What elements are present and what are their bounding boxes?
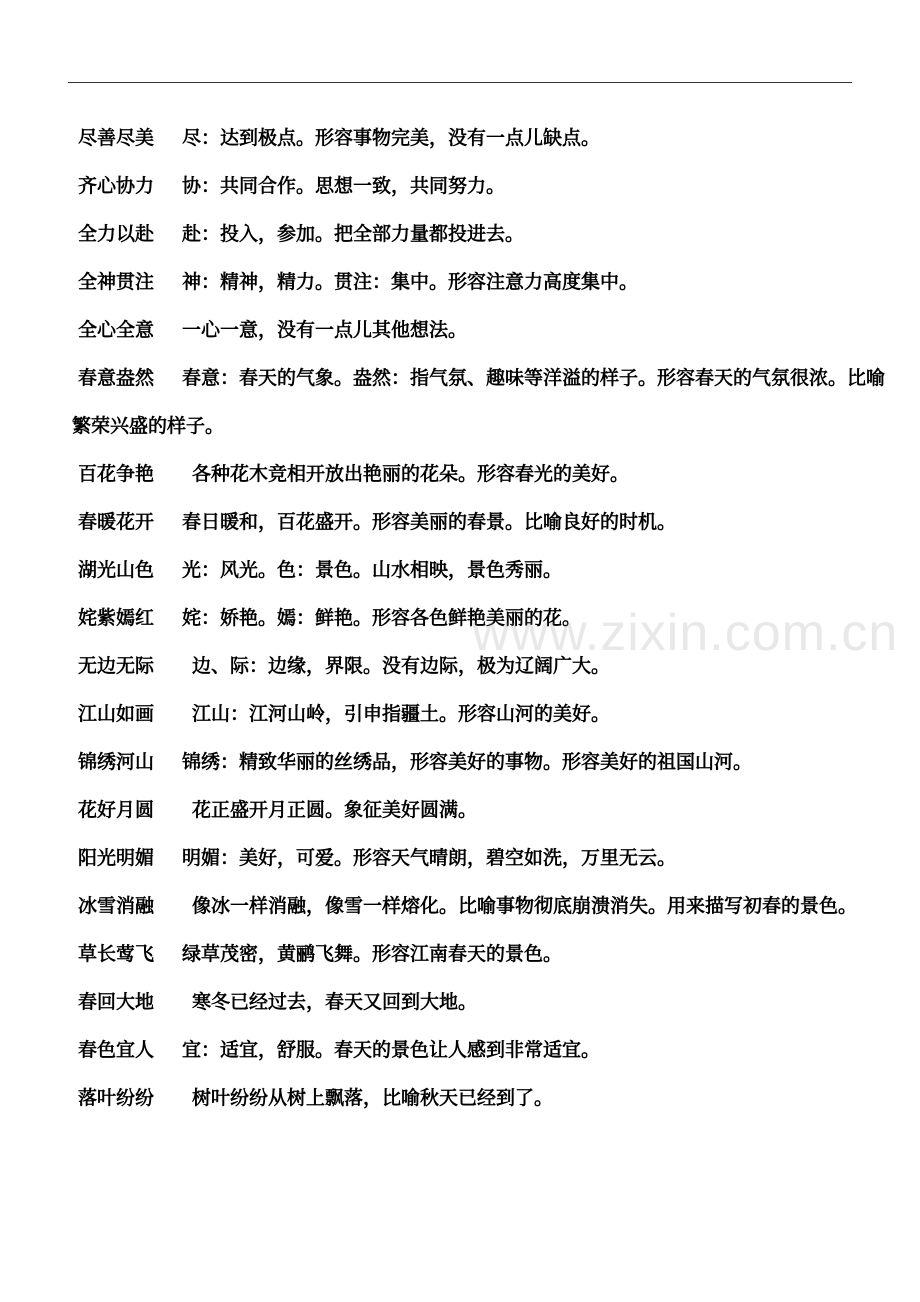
idiom-term: 百花争艳 [78, 463, 155, 485]
idiom-term: 阳光明媚 [78, 847, 155, 869]
idiom-entry [72, 498, 892, 546]
idiom-definition: 神：精神，精力。贯注：集中。形容注意力高度集中。 [182, 271, 639, 293]
idiom-term: 全心全意 [78, 319, 155, 341]
idiom-term: 尽善尽美 [78, 127, 155, 149]
idiom-term: 春意盎然 [78, 367, 155, 389]
idiom-definition: 光：风光。色：景色。山水相映，景色秀丽。 [182, 559, 563, 581]
idiom-entry [72, 1074, 892, 1122]
idiom-term: 春色宜人 [78, 1039, 155, 1061]
idiom-term: 春暖花开 [78, 511, 155, 533]
idiom-definition: 各种花木竞相开放出艳丽的花朵。形容春光的美好。 [192, 463, 630, 485]
idiom-entry [72, 1026, 892, 1074]
idiom-term: 江山如画 [78, 703, 155, 725]
idiom-definition: 江山：江河山岭，引申指疆土。形容山河的美好。 [192, 703, 611, 725]
idiom-definition: 宜：适宜，舒服。春天的景色让人感到非常适宜。 [182, 1039, 601, 1061]
idiom-term: 湖光山色 [78, 559, 155, 581]
idiom-entry [72, 306, 892, 354]
idiom-entry [72, 882, 892, 930]
idiom-entry [72, 210, 892, 258]
top-horizontal-rule [68, 82, 852, 83]
idiom-definition: 春意：春天的气象。盎然：指气氛、趣味等洋溢的样子。形容春天的气氛很浓。比喻繁荣兴盛的样子。 [72, 367, 886, 437]
idiom-entry [72, 258, 892, 306]
idiom-term: 姹紫嫣红 [78, 607, 155, 629]
idiom-definition: 协：共同合作。思想一致，共同努力。 [182, 175, 506, 197]
idiom-definition: 绿草茂密，黄鹂飞舞。形容江南春天的景色。 [182, 943, 563, 965]
idiom-term: 花好月圆 [78, 799, 155, 821]
idiom-definition: 春日暖和，百花盛开。形容美丽的春景。比喻良好的时机。 [182, 511, 677, 533]
site-watermark: www.zixin.com.cn [472, 604, 899, 662]
idiom-term: 草长莺飞 [78, 943, 155, 965]
idiom-definition: 赴：投入，参加。把全部力量都投进去。 [182, 223, 525, 245]
idiom-term: 锦绣河山 [78, 751, 155, 773]
idiom-entry [72, 354, 892, 450]
idiom-definition: 寒冬已经过去，春天又回到大地。 [192, 991, 478, 1013]
idiom-term: 齐心协力 [78, 175, 155, 197]
idiom-entry [72, 690, 892, 738]
idiom-definition: 花正盛开月正圆。象征美好圆满。 [192, 799, 478, 821]
idiom-term: 春回大地 [78, 991, 155, 1013]
idiom-entry [72, 930, 892, 978]
idiom-definition: 树叶纷纷从树上飘落，比喻秋天已经到了。 [192, 1087, 554, 1109]
idiom-entry [72, 546, 892, 594]
idiom-term: 全力以赴 [78, 223, 155, 245]
idiom-term: 无边无际 [78, 655, 155, 677]
idiom-entry [72, 978, 892, 1026]
idiom-entry [72, 162, 892, 210]
idiom-entry [72, 738, 892, 786]
idiom-definition: 锦绣：精致华丽的丝绣品，形容美好的事物。形容美好的祖国山河。 [182, 751, 753, 773]
idiom-entry [72, 114, 892, 162]
idiom-term: 冰雪消融 [78, 895, 155, 917]
idiom-definition: 明媚：美好，可爱。形容天气晴朗，碧空如洗，万里无云。 [182, 847, 677, 869]
idiom-entry [72, 834, 892, 882]
idiom-term: 全神贯注 [78, 271, 155, 293]
idiom-entry [72, 786, 892, 834]
idiom-definition: 姹：娇艳。嫣：鲜艳。形容各色鲜艳美丽的花。 [182, 607, 582, 629]
idiom-definition: 尽：达到极点。形容事物完美，没有一点儿缺点。 [182, 127, 601, 149]
idiom-definition: 像冰一样消融，像雪一样熔化。比喻事物彻底崩溃消失。用来描写初春的景色。 [192, 895, 858, 917]
idiom-definition: 边、际：边缘，界限。没有边际，极为辽阔广大。 [192, 655, 611, 677]
idiom-definition: 一心一意，没有一点儿其他想法。 [182, 319, 468, 341]
idiom-term: 落叶纷纷 [78, 1087, 155, 1109]
idiom-entry [72, 450, 892, 498]
